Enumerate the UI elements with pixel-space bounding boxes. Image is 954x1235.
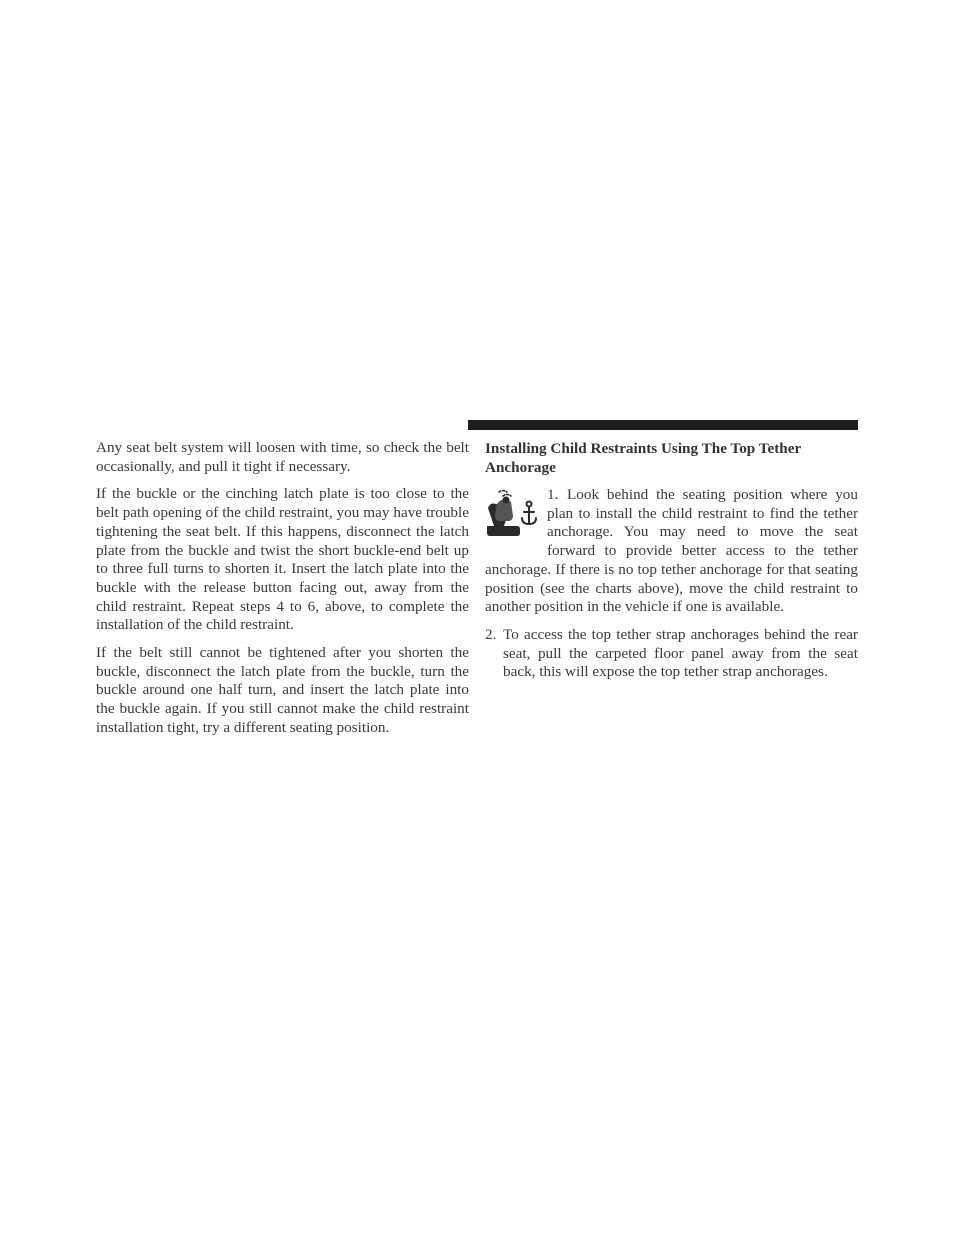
paragraph-still-cannot-tighten: If the belt still cannot be tightened after you shorten the buckle, disconnect the latch plate from the buckle, turn the buckle around one half turn, and insert the latch plate into the buckle again. If you still cannot make the child restraint installation tight, try a different seating position. <box>96 644 469 736</box>
paragraph-loosen: Any seat belt system will loosen with time, so check the belt occasionally, and pull it tight if necessary. <box>96 439 469 475</box>
section-heading: Installing Child Restraints Using The Top Tether Anchorage <box>485 440 801 476</box>
step-2 <box>485 626 858 682</box>
step-2-text: To access the top tether strap anchorages behind the rear seat, pull the carpeted floor panel away from the seat back, this will expose the top tether strap anchorages. <box>503 625 858 681</box>
step-2-number: 2. <box>485 625 497 643</box>
left-column <box>96 439 469 747</box>
right-column <box>485 439 858 691</box>
step-1-text: Look behind the seating position where you plan to install the child restraint to find the tether anchorage. You may need to move the seat forward to provide better access to the tether anchorage. If there is no top tether anchorage for that seating position (see the charts above), move the child restraint to another position in the vehicle if one is available. <box>485 486 858 616</box>
tether-anchor-icon <box>485 486 541 544</box>
step-1 <box>485 486 858 617</box>
section-header-bar <box>468 420 858 430</box>
paragraph-buckle-too-close: If the buckle or the cinching latch plate is too close to the belt path opening of the child restraint, you may have trouble tightening the seat belt. If this happens, disconnect the latch plate from the buckle and twist the short buckle-end belt up to three full turns to shorten it. Insert the latch plate into the buckle with the release button facing out, away from the child restraint. Repeat steps 4 to 6, above, to complete the installation of the child restraint. <box>96 485 469 634</box>
step-1-number: 1. <box>547 486 559 503</box>
